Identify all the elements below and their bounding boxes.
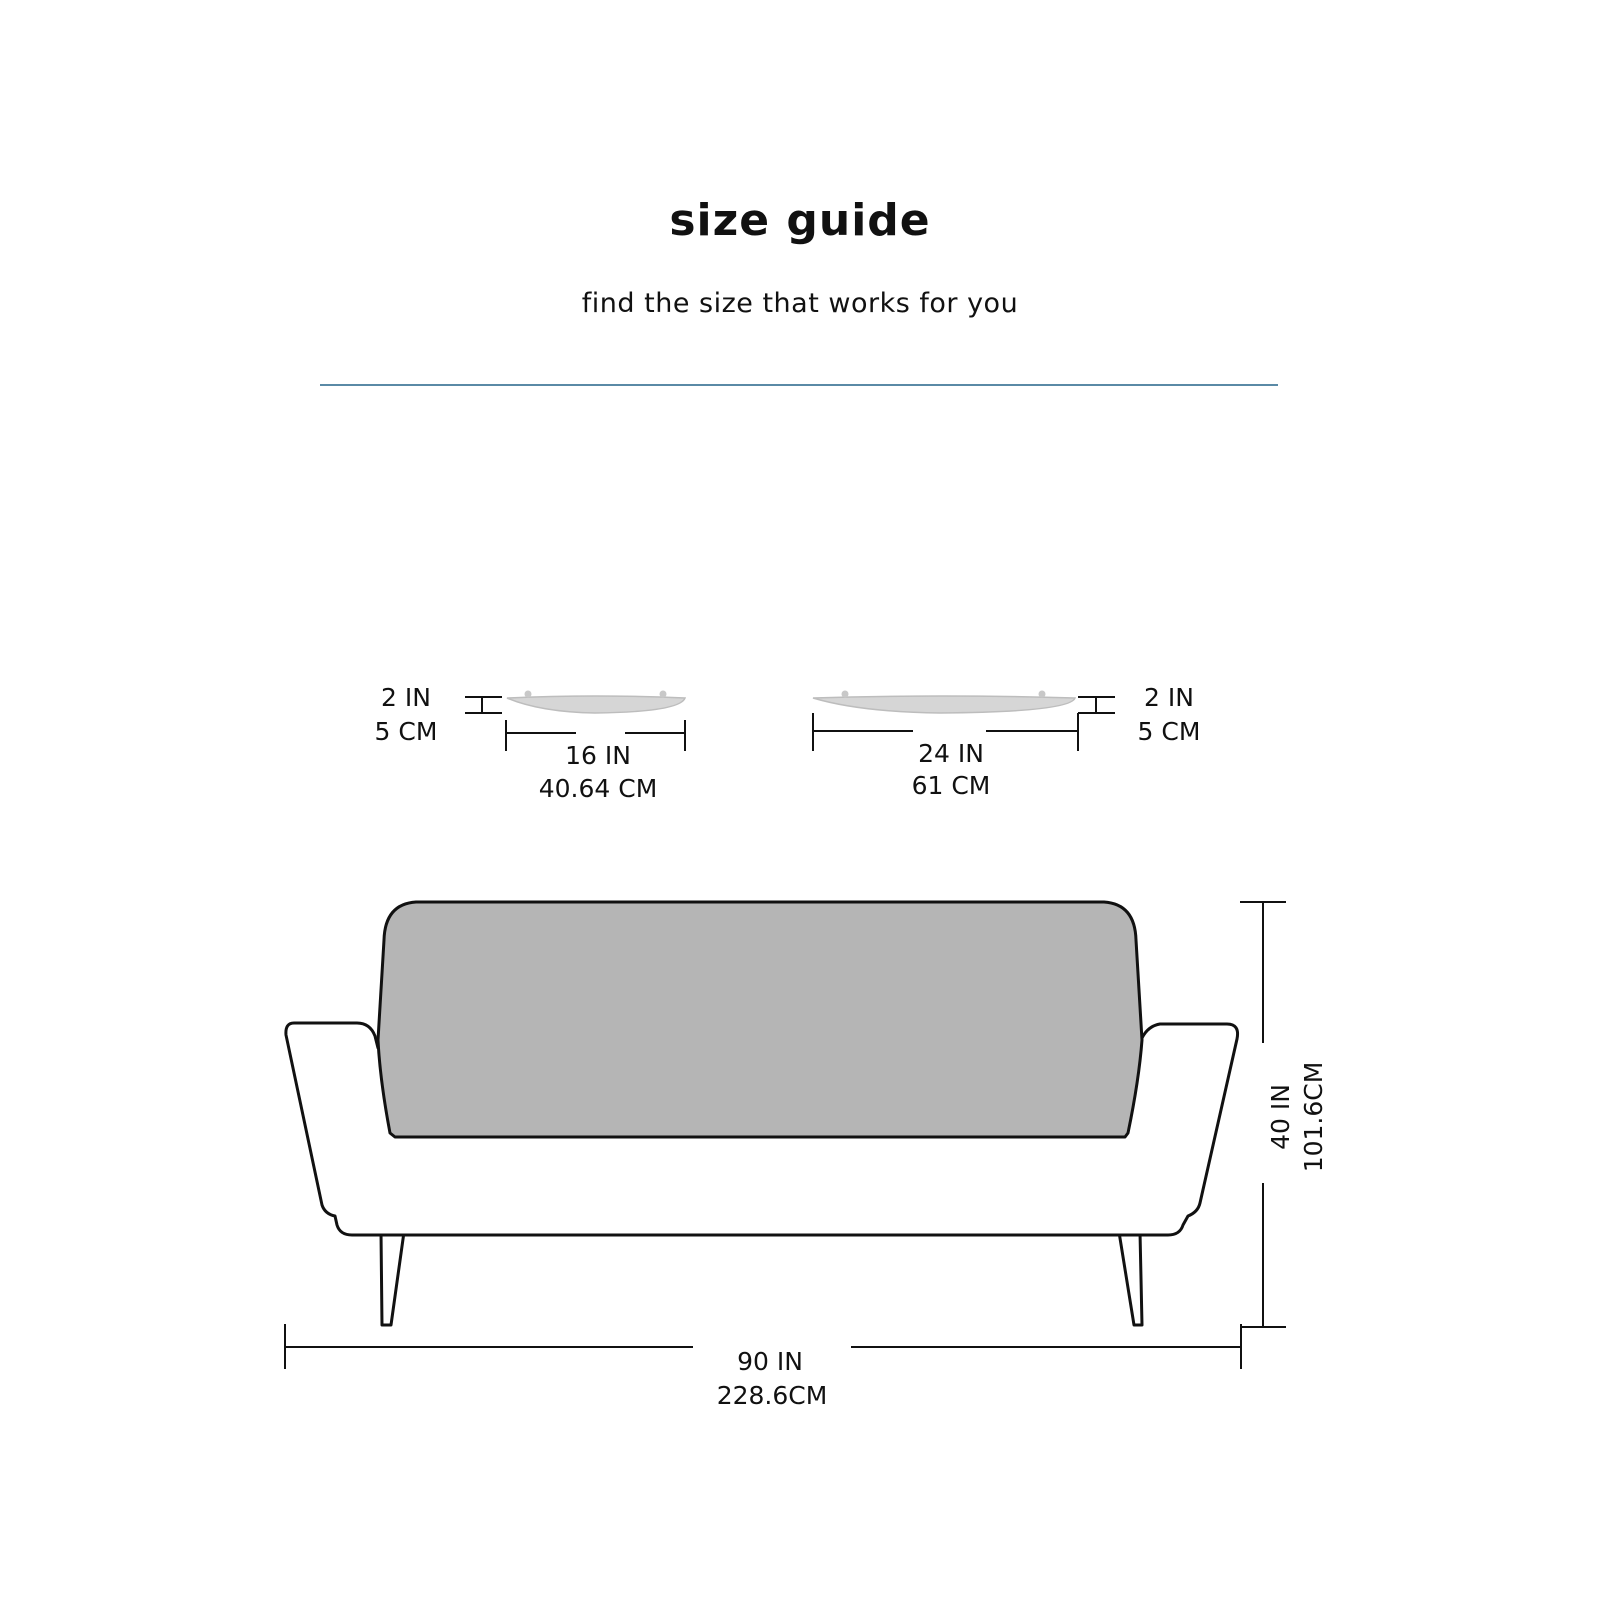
small-pillow-illustration xyxy=(507,691,685,714)
sofa-width-cm: 228.6CM xyxy=(716,1381,828,1410)
sofa-back-cushion xyxy=(378,902,1142,1137)
page-title: size guide xyxy=(669,195,931,246)
large-pillow-thickness-in: 2 IN xyxy=(1144,683,1194,712)
sofa-height-cm: 101.6CM xyxy=(1299,1061,1328,1173)
small-pillow-width-cm: 40.64 CM xyxy=(538,774,658,803)
large-pillow-thickness-dimension xyxy=(1078,697,1115,713)
sofa-right-leg xyxy=(1119,1232,1142,1325)
sofa-illustration xyxy=(286,902,1238,1325)
small-pillow-thickness-in: 2 IN xyxy=(381,683,431,712)
small-pillow-thickness-cm: 5 CM xyxy=(374,717,438,746)
large-pillow-width-cm: 61 CM xyxy=(911,771,991,800)
small-pillow-width-in: 16 IN xyxy=(565,741,631,770)
large-pillow-width-in: 24 IN xyxy=(918,739,984,768)
page-subtitle: find the size that works for you xyxy=(581,288,1019,319)
sofa-left-leg xyxy=(381,1232,404,1325)
sofa-height-in: 40 IN xyxy=(1266,1084,1295,1150)
large-pillow-illustration xyxy=(813,691,1075,714)
small-pillow-thickness-dimension xyxy=(465,697,502,713)
sofa-width-in: 90 IN xyxy=(737,1347,803,1376)
large-pillow-thickness-cm: 5 CM xyxy=(1137,717,1201,746)
